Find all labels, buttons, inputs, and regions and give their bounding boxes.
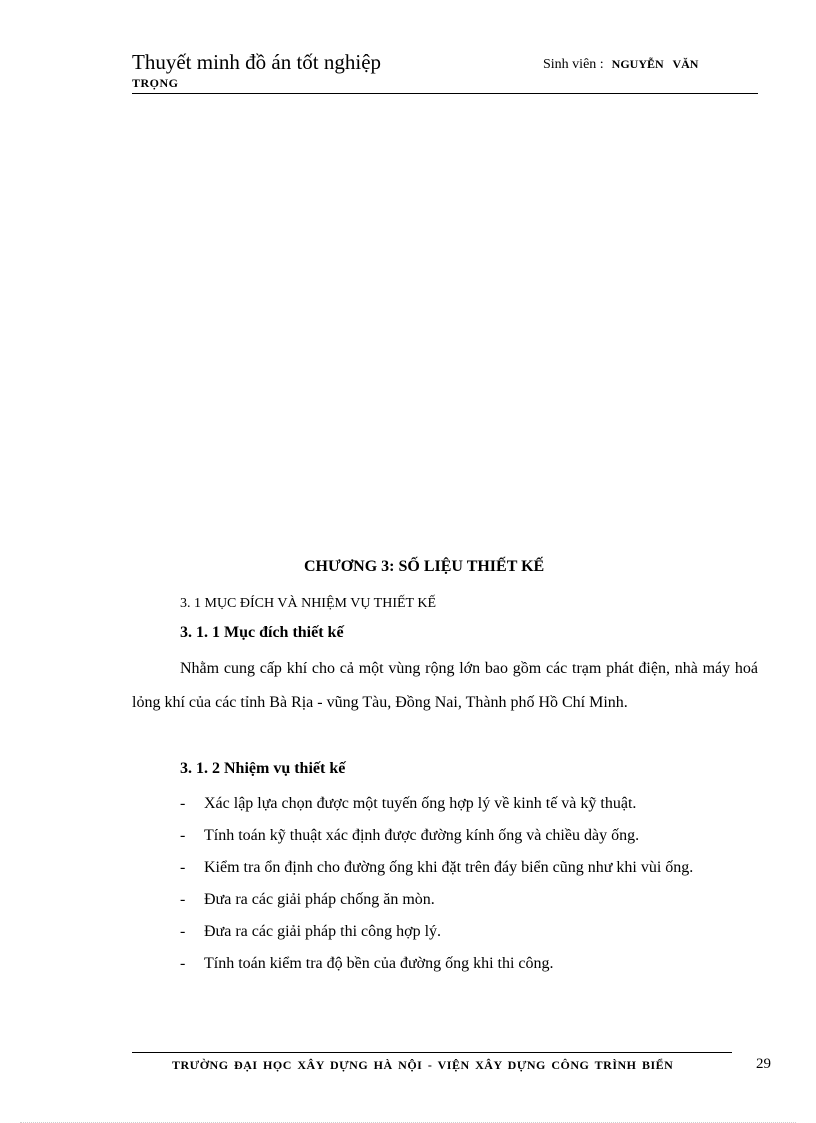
list-item-text: Tính toán kiểm tra độ bền của đường ống khi thi công. [204, 955, 554, 972]
list-item [180, 852, 758, 884]
list-item-text: Đưa ra các giải pháp thi công hợp lý. [204, 923, 442, 940]
header-title: Thuyết minh đồ án tốt nghiệp [132, 50, 382, 74]
list-item-text: Kiểm tra ổn định cho đường ống khi đặt trên đáy biển cũng như khi vùi ống. [204, 859, 694, 876]
task-list [180, 788, 758, 980]
header-rule [132, 93, 758, 94]
student-label: Sinh viên : [543, 57, 604, 72]
chapter-title: CHƯƠNG 3: SỐ LIỆU THIẾT KẾ [304, 558, 545, 575]
header-subtitle: TRỌNG [132, 76, 179, 90]
list-item-text: Tính toán kỹ thuật xác định được đường kính ống và chiều dày ống. [204, 827, 640, 844]
purpose-paragraph: Nhằm cung cấp khí cho cả một vùng rộng lớn bao gồm các trạm phát điện, nhà máy hoá lỏng khí của các tỉnh Bà Rịa - vũng Tàu, Đồng Nai, Thành phố Hồ Chí Minh. [132, 660, 758, 711]
page-number: 29 [756, 1056, 771, 1072]
subsection-1-title: 3. 1. 1 Mục đích thiết kế [180, 624, 344, 641]
bullet-marker: - [180, 859, 186, 876]
section-title: 3. 1 MỤC ĐÍCH VÀ NHIỆM VỤ THIẾT KẾ [180, 596, 437, 611]
footer-text: TRƯỜNG ĐẠI HỌC XÂY DỰNG HÀ NỘI - VIỆN XÂY DỰNG CÔNG TRÌNH BIỂN [172, 1058, 674, 1072]
list-item [180, 916, 758, 948]
list-item [180, 788, 758, 820]
subsection-2-title: 3. 1. 2 Nhiệm vụ thiết kế [180, 760, 346, 777]
bullet-marker: - [180, 795, 186, 812]
student-info [543, 57, 698, 73]
list-item-text: Đưa ra các giải pháp chống ăn mòn. [204, 891, 435, 908]
list-item [180, 948, 758, 980]
student-name: NGUYỄN VĂN [611, 57, 699, 71]
list-item-text: Xác lập lựa chọn được một tuyến ống hợp lý về kinh tế và kỹ thuật. [204, 795, 637, 812]
list-item [180, 820, 758, 852]
bullet-marker: - [180, 827, 186, 844]
bullet-marker: - [180, 955, 186, 972]
footer-rule [132, 1052, 732, 1053]
bullet-marker: - [180, 923, 186, 940]
list-item [180, 884, 758, 916]
bullet-marker: - [180, 891, 186, 908]
